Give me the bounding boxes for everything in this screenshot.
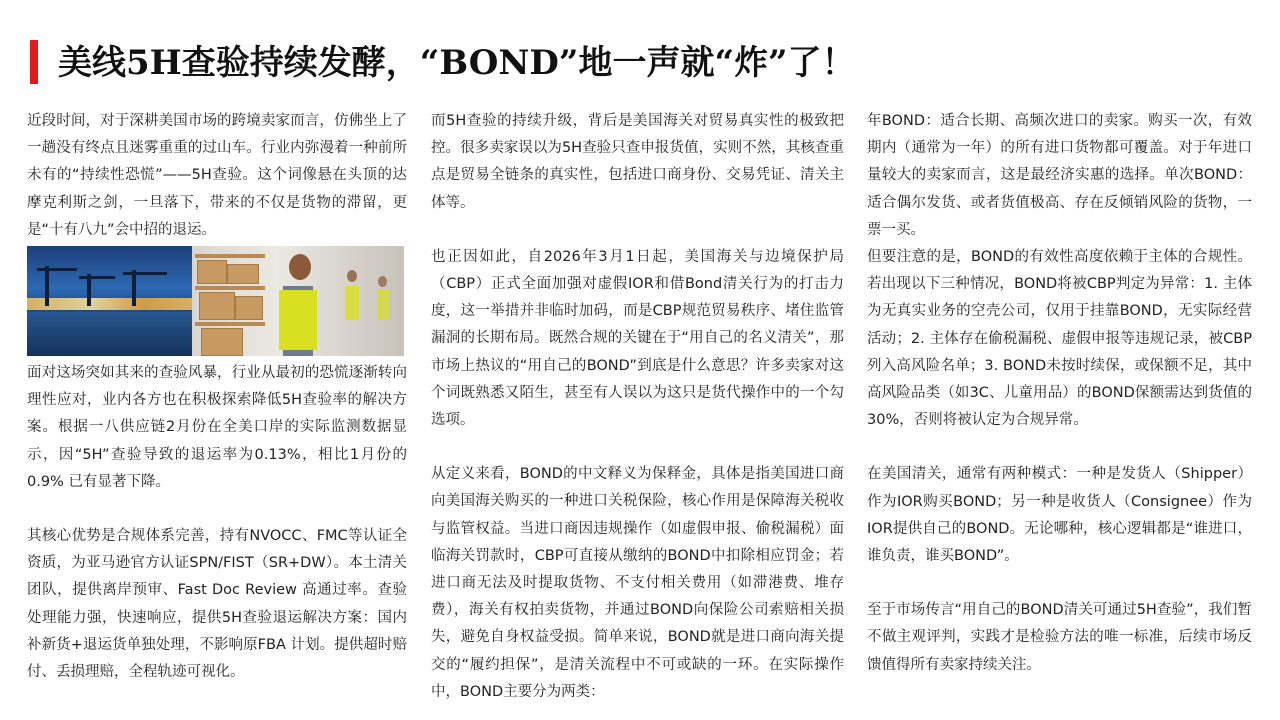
paragraph: 其核心优势是合规体系完善，持有NVOCC、FMC等认证全资质，为亚马逊官方认证SPN/FIST（SR+DW）。本土清关团队，提供离岸预审、Fast Doc Review 高通过率。查验处理能力强，快速响应，提供5H查验退运解决方案：国内补新货+退运货单独处理，不影响原FBA 计划。提供超时赔付、丢损理赔，全程轨迹可视化。 (27, 528, 407, 681)
harbor-water (27, 312, 192, 356)
port-warehouse-photo (27, 246, 404, 356)
paragraph: 在美国清关，通常有两种模式：一种是发货人（Shipper）作为IOR购买BOND；另一种是收货人（Consignee）作为IOR提供自己的BOND。无论哪种，核心逻辑都是“谁进口，谁负责，谁买BOND”。 (867, 466, 1252, 565)
worker-head (378, 276, 387, 287)
box (199, 292, 235, 320)
safety-vest (377, 290, 389, 320)
box (201, 328, 243, 356)
page-title: 美线5H查验持续发酵，“BOND”地一声就“炸”了！ (58, 43, 856, 83)
worker-head (347, 270, 357, 282)
crane (37, 268, 77, 271)
box (197, 260, 227, 284)
shelf (195, 286, 265, 290)
crane (132, 270, 136, 306)
box (227, 264, 259, 284)
column-1 (27, 108, 407, 686)
paragraph: 至于市场传言“用自己的BOND清关可通过5H查验”，我们暂不做主观评判，实践才是检验方法的唯一标准，后续市场反馈值得所有卖家持续关注。 (867, 602, 1252, 673)
column-2 (431, 108, 844, 706)
paragraph: 但要注意的是，BOND的有效性高度依赖于主体的合规性。若出现以下三种情况，BOND将被CBP判定为异常：1. 主体为无真实业务的空壳公司，仅用于挂靠BOND，无实际经营活动；2. 主体存在偷税漏税、虚假申报等违规记录，被CBP列入高风险名单；3. BOND未按时续保，或保额不足，其中高风险品类（如3C、儿童用品）的BOND保额需达到货值的30%，否则将被认定为合规异常。 (867, 249, 1252, 429)
paragraph: 从定义来看，BOND的中文释义为保释金，具体是指美国进口商向美国海关购买的一种进口关税保险，核心作用是保障海关税收与监管权益。当进口商因违规操作（如虚假申报、偷税漏税）面临海关罚款时，CBP可直接从缴纳的BOND中扣除相应罚金；若进口商无法及时提取货物、不支付相关费用（如滞港费、堆存费），海关有权拍卖货物，并通过BOND向保险公司索赔相关损失，避免自身权益受损。简单来说，BOND就是进口商向海关提交的“履约担保”，是清关流程中不可或缺的一环。在实际操作中，BOND主要分为两类： (431, 466, 844, 700)
paragraph: 近段时间，对于深耕美国市场的跨境卖家而言，仿佛坐上了一趟没有终点且迷雾重重的过山车。行业内弥漫着一种前所未有的“持续性恐慌”——5H查验。这个词像悬在头顶的达摩克利斯之剑，一旦落下，带来的不仅是货物的滞留，更是“十有八九”会中招的退运。 (27, 113, 407, 238)
crane (123, 272, 167, 275)
title-accent-bar (30, 40, 38, 84)
worker-head (289, 254, 311, 280)
box (235, 296, 263, 320)
crane (45, 266, 49, 306)
paragraph: 而5H查验的持续升级，背后是美国海关对贸易真实性的极致把控。很多卖家误以为5H查验只查申报货值，实则不然，其核查重点是贸易全链条的真实性，包括进口商身份、交易凭证、清关主体等。 (431, 113, 844, 211)
safety-vest (279, 290, 317, 350)
column-3 (867, 108, 1252, 679)
paragraph: 年BOND：适合长期、高频次进口的卖家。购买一次，有效期内（通常为一年）的所有进口货物都可覆盖。对于年进口量较大的卖家而言，这是最经济实惠的选择。单次BOND：适合偶尔发货、或者货值极高、存在反倾销风险的货物，一票一买。 (867, 113, 1252, 238)
shelf (195, 322, 265, 326)
crane (79, 276, 115, 279)
shelf (195, 254, 265, 258)
paragraph: 面对这场突如其来的查验风暴，行业从最初的恐慌逐渐转向理性应对，业内各方也在积极探索降低5H查验率的解决方案。根据一八供应链2月份在全美口岸的实际监测数据显示，因“5H”查验导致的退运率为0.13%，相比1月份的0.9% 已有显著下降。 (27, 365, 407, 490)
paragraph: 也正因如此，自2026年3月1日起，美国海关与边境保护局（CBP）正式全面加强对虚假IOR和借Bond清关行为的打击力度，这一举措并非临时加码，而是CBP规范贸易秩序、堵住监管漏洞的长期布局。既然合规的关键在于“用自己的名义清关”，那市场上热议的“用自己的BOND”到底是什么意思？许多卖家对这个词既熟悉又陌生，甚至有人误以为这只是货代操作中的一个勾选项。 (431, 248, 844, 429)
port-lights (27, 298, 192, 310)
safety-vest (345, 286, 359, 320)
